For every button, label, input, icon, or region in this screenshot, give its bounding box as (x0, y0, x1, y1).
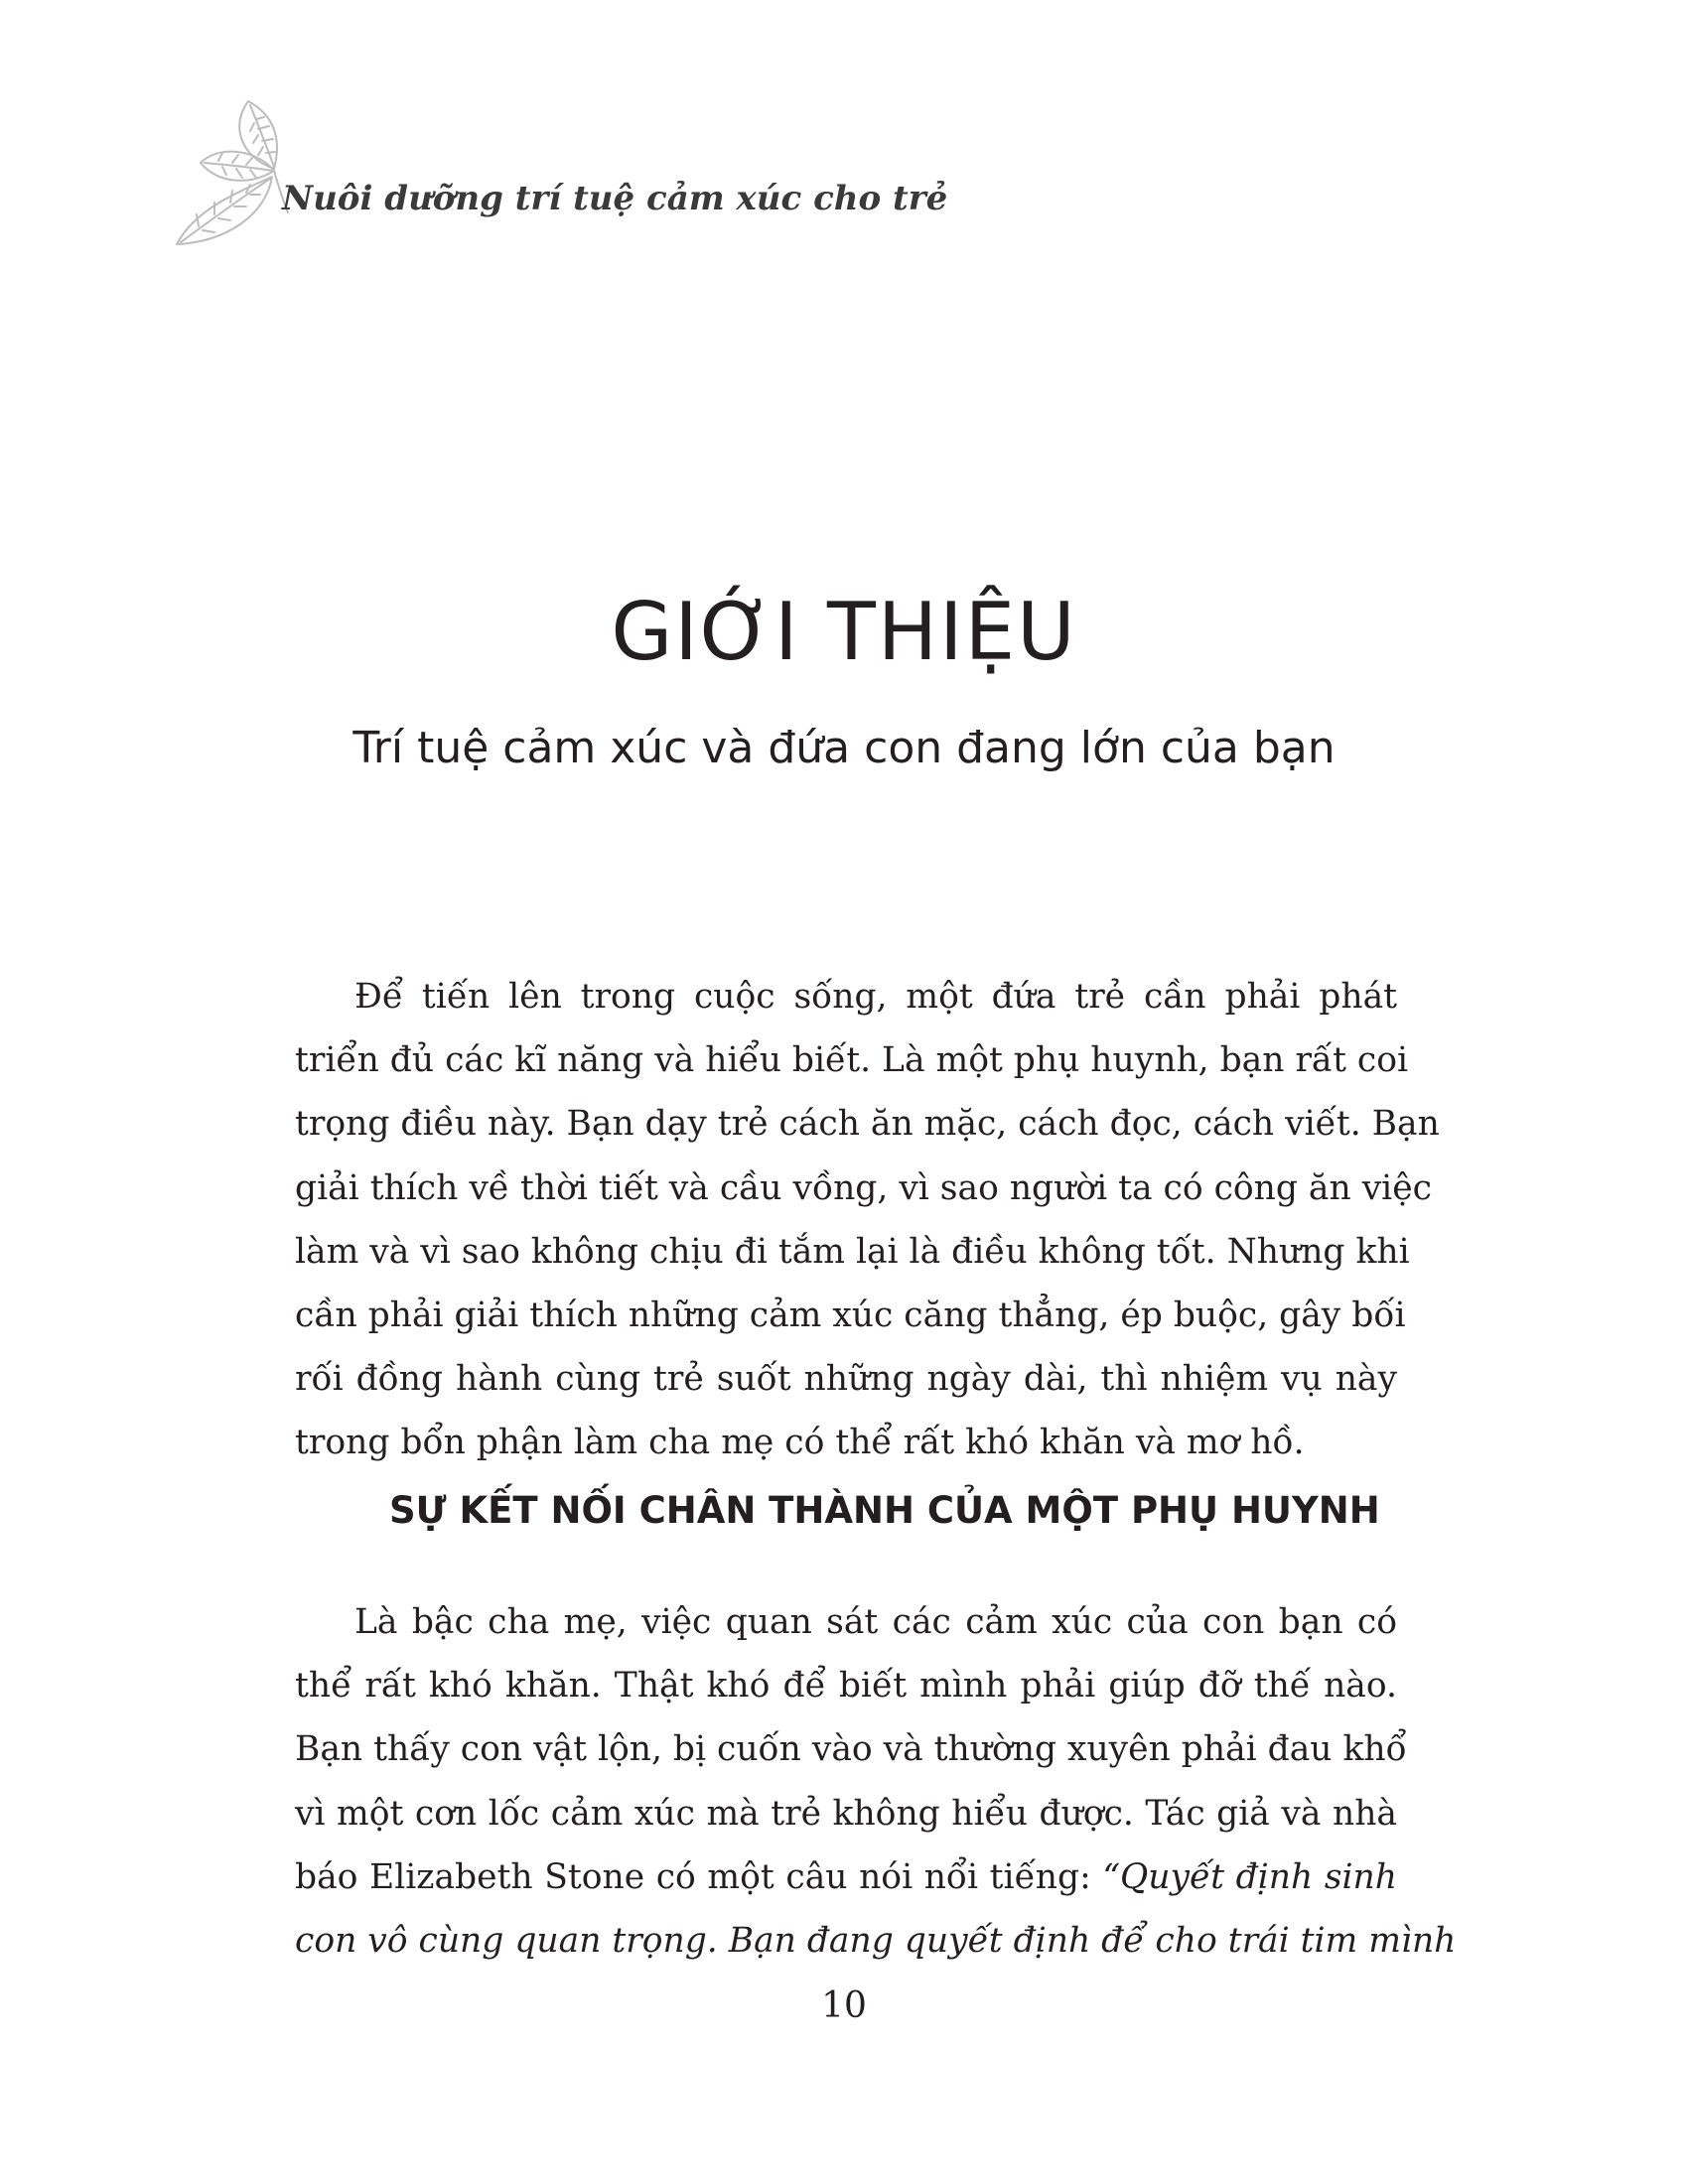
quote-line (295, 1909, 1457, 1973)
paragraph-line: thể rất khó khăn. Thật khó để biết mình phải giúp đỡ thế nào. (295, 1666, 1397, 1706)
running-header: Nuôi dưỡng trí tuệ cảm xúc cho trẻ (282, 179, 948, 218)
paragraph-line: rối đồng hành cùng trẻ suốt những ngày dài, thì nhiệm vụ này (295, 1359, 1397, 1400)
paragraph-line: giải thích về thời tiết và cầu vồng, vì sao người ta có công ăn việc (295, 1167, 1432, 1208)
chapter-subtitle: Trí tuệ cảm xúc và đứa con đang lớn của bạn (352, 723, 1336, 773)
quote-intro-text: báo Elizabeth Stone có một câu nói nổi tiếng: (295, 1856, 1103, 1897)
paragraph-line: Để tiến lên trong cuộc sống, một đứa trẻ cần phải phát (354, 977, 1397, 1017)
quote-text: “Quyết định sinh (1102, 1856, 1397, 1897)
paragraph-line-with-quote (295, 1845, 1397, 1909)
page-number: 10 (821, 1985, 867, 2026)
paragraph-line: triển đủ các kĩ năng và hiểu biết. Là một phụ huynh, bạn rất coi (295, 1040, 1409, 1081)
intro-paragraph (295, 965, 1440, 1475)
paragraph-line: làm và vì sao không chịu đi tắm lại là điều không tốt. Nhưng khi (295, 1231, 1410, 1272)
chapter-title: GIỚI THIỆU (611, 586, 1077, 678)
quote-text: con vô cùng quan trọng. Bạn đang quyết định để cho trái tim mình (295, 1921, 1457, 1962)
paragraph-line: trong bổn phận làm cha mẹ có thể rất khó khăn và mơ hồ. (295, 1423, 1305, 1463)
paragraph-line: vì một cơn lốc cảm xúc mà trẻ không hiểu được. Tác giả và nhà (295, 1793, 1397, 1834)
paragraph-line: trọng điều này. Bạn dạy trẻ cách ăn mặc, cách đọc, cách viết. Bạn (295, 1104, 1440, 1145)
section-heading: SỰ KẾT NỐI CHÂN THÀNH CỦA MỘT PHỤ HUYNH (389, 1489, 1380, 1532)
paragraph-line: Bạn thấy con vật lộn, bị cuốn vào và thường xuyên phải đau khổ (295, 1729, 1407, 1770)
paragraph-line: Là bậc cha mẹ, việc quan sát các cảm xúc của con bạn có (354, 1602, 1397, 1642)
leaf-ornament-icon (171, 95, 379, 254)
paragraph-line: cần phải giải thích những cảm xúc căng thẳng, ép buộc, gây bối (295, 1296, 1406, 1336)
section-paragraph (295, 1590, 1457, 1973)
